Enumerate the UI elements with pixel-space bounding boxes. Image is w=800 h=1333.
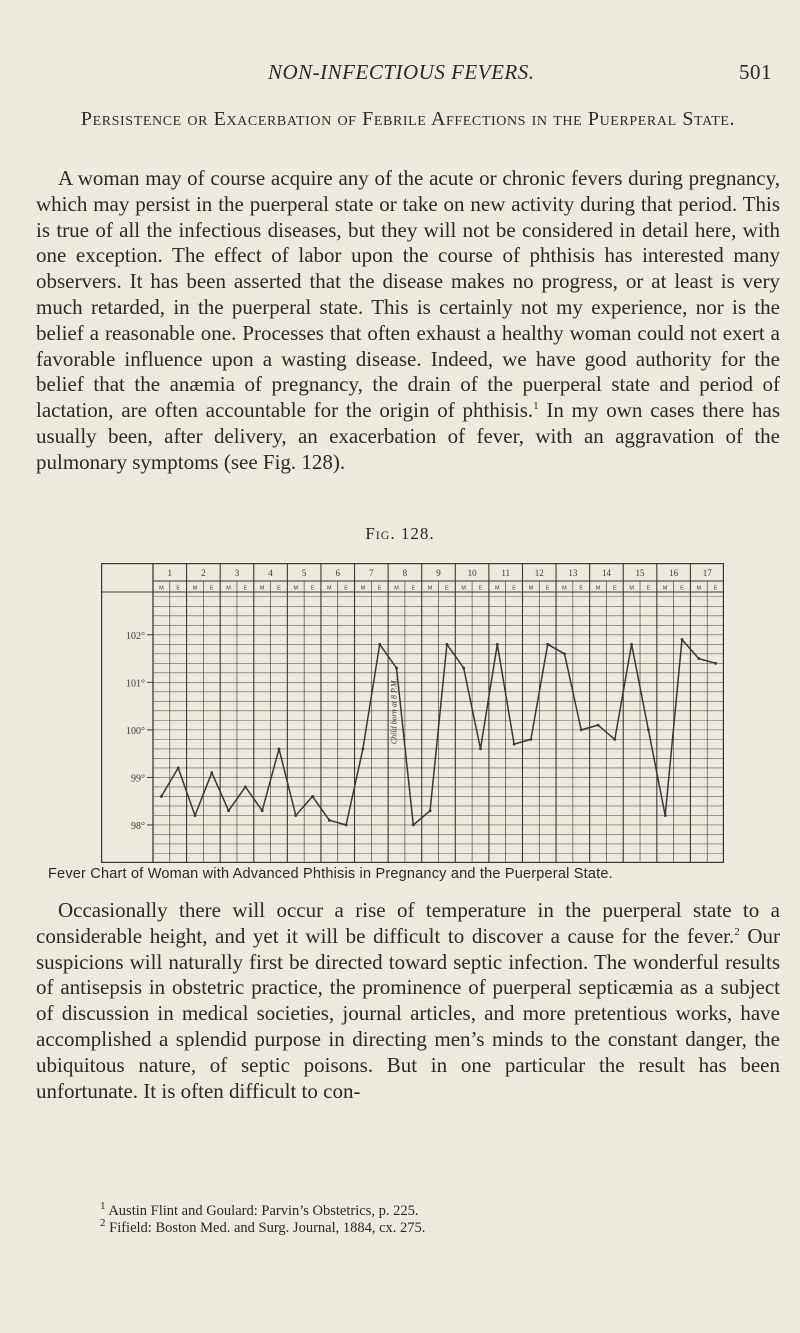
day-number-label: 13 (568, 568, 578, 578)
day-number-label: 9 (436, 568, 441, 578)
footnote-ref: 2 (734, 925, 740, 938)
footnote-text: Austin Flint and Goulard: Parvin’s Obstetrics, p. 225. (108, 1203, 419, 1219)
morning-evening-label: E (545, 585, 550, 592)
y-tick-label: 100° (126, 725, 145, 737)
temperature-point (647, 728, 650, 731)
morning-evening-label: M (696, 585, 702, 592)
temperature-point (697, 657, 700, 660)
day-number-label: 1 (167, 568, 173, 578)
childbirth-annotation: Child born at 8 P.M. (389, 678, 399, 745)
temperature-point (445, 643, 448, 646)
temperature-point (513, 743, 516, 746)
y-tick-label: 98° (131, 820, 145, 832)
morning-evening-label: M (192, 585, 198, 592)
morning-evening-label: E (512, 585, 516, 592)
temperature-point (210, 771, 213, 774)
morning-evening-label: M (226, 585, 231, 592)
temperature-point (395, 667, 398, 670)
paragraph-text: Occasionally there will occur a rise of temperature in the puerperal state to a considerable height, and yet it will be difficult to discover a cause for the fever. (36, 898, 780, 948)
paragraph-text: A woman may of course acquire any of the acute or chronic fevers during pregnancy, which may persist in the puerperal state or take on new activity during that period. This is true of all the infectious diseases, but they will not be considered in detail here, with one exception. The effect of labor upon the course of phthisis has interested many observers. It has been asserted that the disease makes no progress, or at least is very much retarded, in the puerperal state. This is certainly not my experience, nor is the belief a reasonable one. Processes that often exhaust a healthy woman could not exert a favorable influence upon a wasting disease. Indeed, we have good authority for the belief that the anæmia of pregnancy, the drain of the puerperal state and period of lactation, are often accountable for the origin of phthisis. (36, 166, 780, 423)
temperature-point (278, 747, 281, 750)
day-number-label: 7 (369, 568, 374, 578)
day-number-label: 10 (467, 568, 477, 578)
temperature-point (546, 643, 549, 646)
footnote-text: Fifield: Boston Med. and Surg. Journal, 1884, cx. 275. (109, 1220, 426, 1236)
temperature-point (177, 767, 180, 770)
temperature-point (328, 819, 331, 822)
footnotes (100, 1200, 780, 1237)
y-tick-label: 101° (126, 678, 145, 690)
figure-caption: Fever Chart of Woman with Advanced Phthisis in Pregnancy and the Puerperal State. (48, 866, 613, 882)
footnote-mark: 1 (100, 1200, 106, 1213)
day-number-label: 14 (601, 568, 611, 578)
morning-evening-label: M (528, 585, 534, 592)
fever-chart (101, 563, 724, 863)
temperature-point (311, 795, 314, 798)
temperature-point (261, 809, 264, 812)
footnote-1 (100, 1200, 780, 1220)
morning-evening-label: M (293, 585, 299, 592)
temperature-point (714, 662, 717, 665)
temperature-point (462, 667, 465, 670)
fever-chart-svg (101, 563, 724, 863)
page-number: 501 (739, 60, 772, 84)
paragraph-text-cont: In my own cases there has usually been, after delivery, an exacerbation of fever, with an aggravation of the pulmonary symptoms (see Fig. 128). (36, 398, 780, 474)
morning-evening-label: E (478, 585, 483, 592)
morning-evening-label: E (209, 585, 214, 592)
morning-evening-label: E (277, 585, 281, 592)
morning-evening-label: E (411, 585, 416, 592)
temperature-point (529, 738, 532, 741)
paragraph-text-cont: Our suspicions will naturally first be directed toward septic infection. The wonderful results of antisepsis in obstetric practice, the prominence of puerperal septicæmia as a subject of discussion in medical societies, journal articles, and more pretentious works, have accomplished a splendid purpose in directing men’s minds to the constant danger, the ubiquitous nature, of septic poisons. But in one particular the result has been unfortunate. It is often difficult to con- (36, 923, 780, 1103)
morning-evening-label: M (461, 585, 466, 592)
day-number-label: 12 (534, 568, 544, 578)
morning-evening-label: E (243, 585, 248, 592)
morning-evening-label: M (427, 585, 433, 592)
temperature-point (681, 638, 684, 641)
temperature-point (345, 824, 348, 827)
section-title: Persistence or Exacerbation of Febrile Affections in the Puerperal State. (80, 108, 736, 130)
morning-evening-label: M (629, 585, 634, 592)
morning-evening-label: M (394, 585, 399, 592)
temperature-point (412, 824, 415, 827)
morning-evening-label: M (259, 585, 265, 592)
y-tick-label: 99° (131, 773, 145, 785)
footnote-2 (100, 1217, 780, 1237)
morning-evening-label: M (562, 585, 567, 592)
paragraph-septic (36, 898, 780, 1104)
temperature-point (664, 814, 667, 817)
day-number-label: 11 (501, 568, 511, 578)
temperature-point (194, 814, 197, 817)
morning-evening-label: E (310, 585, 315, 592)
day-number-label: 16 (669, 568, 679, 578)
temperature-point (496, 643, 499, 646)
paragraph-phthisis (36, 166, 780, 476)
morning-evening-label: E (445, 585, 449, 592)
temperature-point (597, 724, 600, 727)
morning-evening-label: M (662, 585, 668, 592)
day-number-label: 4 (268, 568, 273, 578)
temperature-point (294, 814, 297, 817)
morning-evening-label: E (377, 585, 382, 592)
morning-evening-label: E (176, 585, 181, 592)
day-number-label: 6 (335, 568, 340, 578)
morning-evening-label: E (713, 585, 718, 592)
morning-evening-label: M (360, 585, 366, 592)
temperature-point (563, 652, 566, 655)
temperature-point (362, 747, 365, 750)
morning-evening-label: M (327, 585, 332, 592)
temperature-point (378, 643, 381, 646)
day-number-label: 15 (635, 568, 645, 578)
figure-label: Fig. 128. (365, 524, 435, 543)
temperature-point (160, 795, 163, 798)
day-number-label: 8 (402, 568, 408, 578)
day-number-label: 5 (301, 568, 307, 578)
temperature-point (580, 728, 583, 731)
y-tick-label: 102° (126, 630, 145, 642)
morning-evening-label: M (494, 585, 500, 592)
temperature-point (227, 809, 230, 812)
day-number-label: 17 (702, 568, 712, 578)
temperature-point (429, 809, 432, 812)
morning-evening-label: E (344, 585, 348, 592)
temperature-point (479, 747, 482, 750)
day-number-label: 3 (234, 568, 240, 578)
morning-evening-label: E (646, 585, 651, 592)
running-head-title: NON-INFECTIOUS FEVERS. (268, 60, 535, 84)
morning-evening-label: M (159, 585, 164, 592)
morning-evening-label: M (595, 585, 601, 592)
footnote-mark: 2 (100, 1217, 106, 1230)
morning-evening-label: E (680, 585, 684, 592)
temperature-point (613, 738, 616, 741)
morning-evening-label: E (579, 585, 584, 592)
temperature-point (630, 643, 633, 646)
morning-evening-label: E (613, 585, 617, 592)
day-number-label: 2 (201, 568, 206, 578)
temperature-point (244, 786, 247, 789)
footnote-ref: 1 (533, 400, 539, 413)
